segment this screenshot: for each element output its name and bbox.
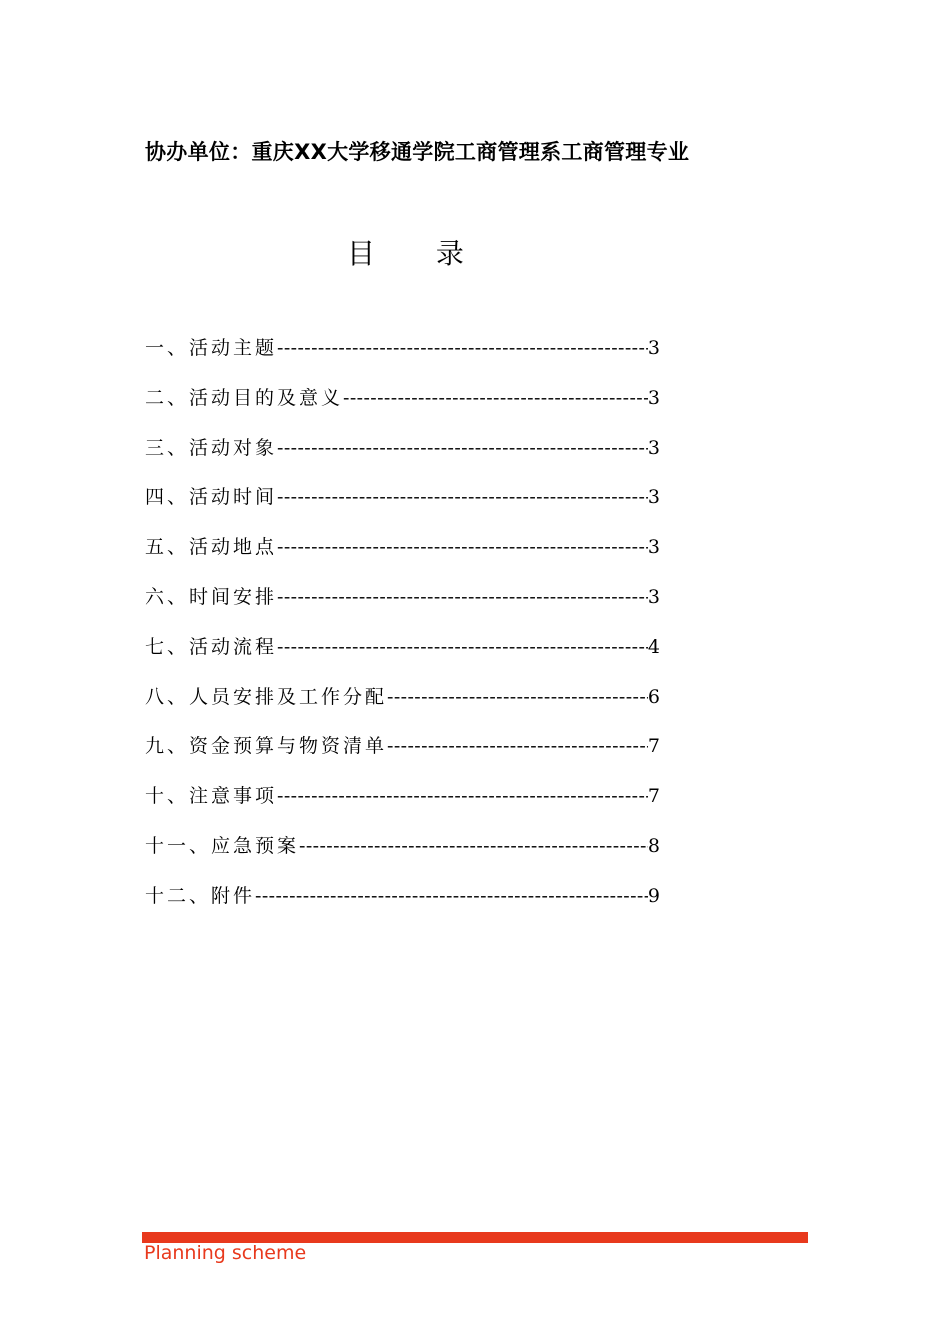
toc-dot-leader	[343, 387, 648, 409]
toc-item-label: 三、活动对象	[145, 436, 278, 459]
toc-dot-leader	[277, 337, 648, 359]
toc-item[interactable]	[145, 333, 660, 383]
toc-item-page: 3	[647, 536, 660, 559]
footer-text: Planning scheme	[144, 1242, 307, 1264]
toc-title: 目 录	[347, 237, 490, 270]
toc-item-page: 3	[647, 436, 660, 459]
toc-dot-leader	[387, 686, 648, 708]
toc-item-page: 6	[647, 685, 660, 708]
toc-dot-leader	[277, 636, 648, 658]
toc-item[interactable]	[145, 881, 660, 931]
toc-dot-leader	[299, 835, 648, 857]
toc-dot-leader	[255, 885, 648, 907]
toc-item-label: 十一、应急预案	[145, 834, 300, 857]
toc-dot-leader	[277, 437, 648, 459]
toc-item-page: 3	[647, 337, 660, 359]
toc-item[interactable]	[145, 532, 660, 582]
toc-item-page: 4	[647, 635, 660, 658]
toc-item-label: 八、人员安排及工作分配	[145, 685, 388, 708]
toc-item-label: 一、活动主题	[145, 337, 278, 359]
toc-item-page: 3	[647, 585, 660, 608]
toc-item-label: 七、活动流程	[145, 635, 278, 658]
toc-item[interactable]	[145, 731, 660, 781]
toc-item[interactable]	[145, 582, 660, 632]
toc-item[interactable]	[145, 383, 660, 433]
toc-item-label: 九、资金预算与物资清单	[145, 735, 388, 758]
toc-item-page: 7	[647, 785, 660, 808]
toc-dot-leader	[387, 735, 648, 757]
toc-item[interactable]	[145, 831, 660, 881]
toc-item-label: 十、注意事项	[145, 785, 278, 808]
toc-dot-leader	[277, 486, 648, 508]
toc-item-page: 3	[647, 386, 660, 409]
toc-item-label: 六、时间安排	[145, 585, 278, 608]
toc-item[interactable]	[145, 482, 660, 532]
toc-item-label: 五、活动地点	[145, 536, 278, 559]
toc-dot-leader	[277, 586, 648, 608]
toc-item-label: 四、活动时间	[145, 486, 278, 509]
toc-item[interactable]	[145, 781, 660, 831]
toc-item[interactable]	[145, 433, 660, 483]
toc-item[interactable]	[145, 682, 660, 732]
table-of-contents	[145, 333, 660, 931]
toc-dot-leader	[277, 785, 648, 807]
toc-item[interactable]	[145, 632, 660, 682]
toc-item-label: 二、活动目的及意义	[145, 386, 344, 409]
toc-item-page: 8	[647, 834, 660, 857]
cosponsor-line: 协办单位：重庆XX大学移通学院工商管理系工商管理专业	[145, 140, 690, 164]
toc-item-page: 7	[647, 735, 660, 758]
toc-item-page: 9	[647, 884, 660, 907]
toc-item-page: 3	[647, 486, 660, 509]
toc-dot-leader	[277, 536, 648, 558]
toc-item-label: 十二、附件	[145, 884, 256, 907]
